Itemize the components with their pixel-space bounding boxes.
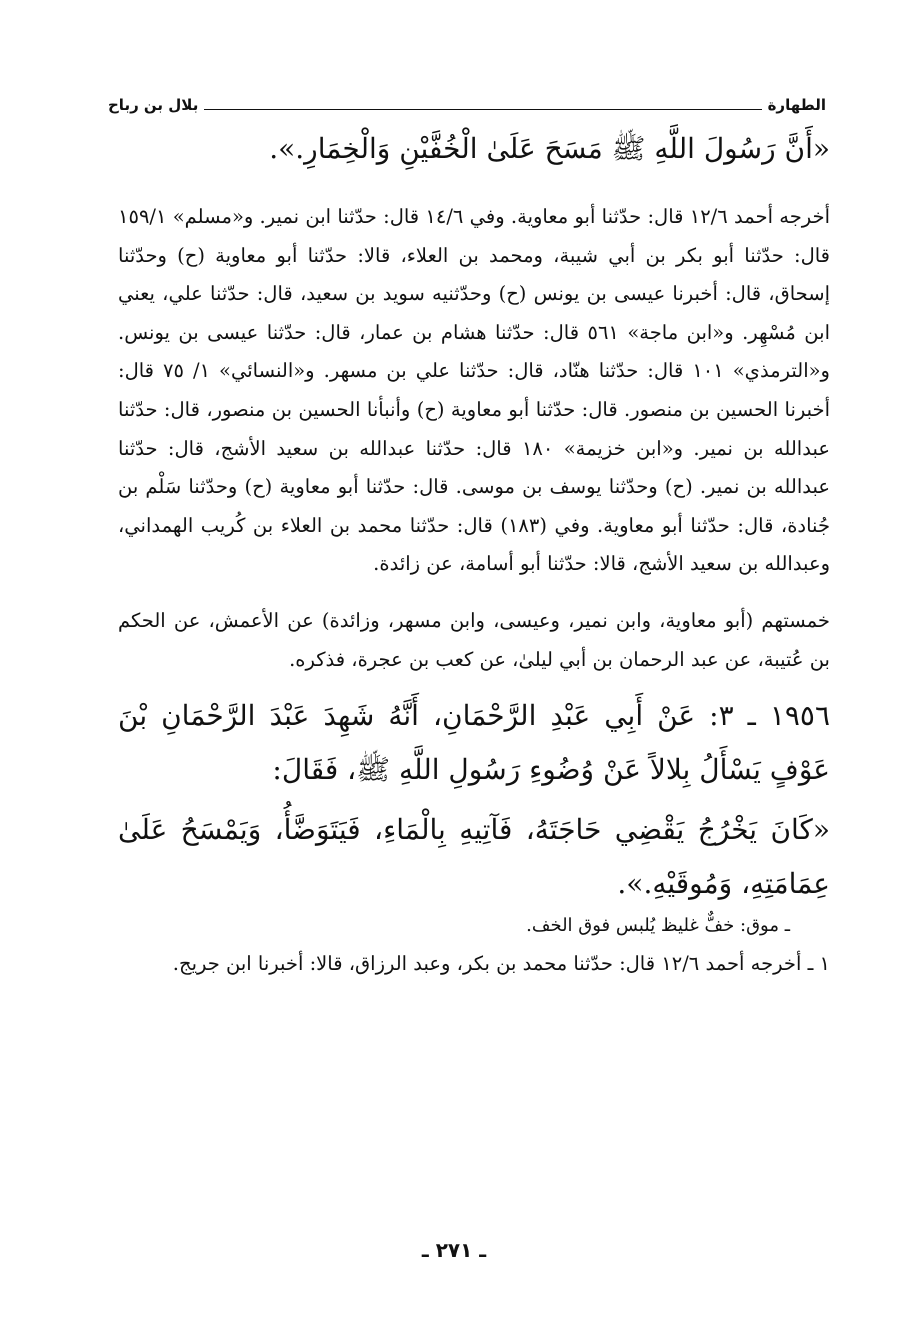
section-title: بلال بن رباح bbox=[108, 96, 199, 114]
hadith-text-top: «أَنَّ رَسُولَ اللَّهِ ﷺ مَسَحَ عَلَىٰ الْخُفَّيْنِ وَالْخِمَارِ.». bbox=[269, 132, 830, 165]
running-header bbox=[108, 92, 826, 118]
hadith-1956-text: «كَانَ يَخْرُجُ يَقْضِي حَاجَتَهُ، فَآتِيهِ بِالْمَاءِ، فَيَتَوَضَّأُ، وَيَمْسَحُ عَلَىٰ عِمَامَتِهِ، وَمُوقَيْهِ.». bbox=[118, 813, 830, 901]
page-number: ـ ٢٧١ ـ bbox=[421, 1238, 487, 1262]
footnote-1: ١ ـ أخرجه أحمد ١٢/٦ قال: حدّثنا محمد بن بكر، وعبد الرزاق، قالا: أخبرنا ابن جريج. bbox=[172, 952, 830, 976]
gloss-note: ـ موق: خفٌّ غليظ يُلبس فوق الخف. bbox=[526, 915, 790, 937]
page-body bbox=[118, 122, 830, 983]
hadith-1956-intro: ١٩٥٦ ـ ٣: عَنْ أَبِي عَبْدِ الرَّحْمَانِ، أَنَّهُ شَهِدَ عَبْدَ الرَّحْمَانِ بْنَ عَوْفٍ يَسْأَلُ بِلالاً عَنْ وُضُوءِ رَسُولِ اللَّهِ ﷺ، فَقَالَ: bbox=[118, 699, 830, 787]
takhrij-paragraph-2: خمستهم (أبو معاوية، وابن نمير، وعيسى، وابن مسهر، وزائدة) عن الأعمش، عن الحكم بن عُتيبة، عن عبد الرحمان بن أبي ليلىٰ، عن كعب بن عجرة، فذكره. bbox=[118, 608, 830, 671]
header-rule bbox=[204, 109, 761, 110]
chapter-title: الطهارة bbox=[767, 96, 826, 114]
takhrij-paragraph-1: أخرجه أحمد ١٢/٦ قال: حدّثنا أبو معاوية. وفي ١٤/٦ قال: حدّثنا ابن نمير. و«مسلم» ١٥٩/١ قال: حدّثنا أبو بكر بن أبي شيبة، ومحمد بن العلاء، قالا: حدّثنا أبو معاوية (ح) وحدّثنا إسحاق، قال: أخبرنا عيسى بن يونس (ح) وحدّثنيه سويد بن سعيد، قال: حدّثنا علي، يعني ابن مُسْهِر. و«ابن ماجة» ٥٦١ قال: حدّثنا هشام بن عمار، قال: حدّثنا عيسى بن يونس. و«الترمذي» ١٠١ قال: حدّثنا هنّاد، قال: حدّثنا علي بن مسهر. و«النسائي» ١/ ٧٥ قال: أخبرنا الحسين بن منصور. قال: حدّثنا أبو معاوية (ح) وأنبأنا الحسين بن منصور، قال: حدّثنا عبدالله بن نمير. و«ابن خزيمة» ١٨٠ قال: حدّثنا عبدالله بن سعيد الأشج، قال: حدّثنا عبدالله بن نمير. (ح) وحدّثنا يوسف بن موسى. قال: حدّثنا أبو معاوية (ح) وحدّثنا سَلْم بن جُنادة، قال: حدّثنا أبو معاوية. وفي (١٨٣) قال: حدّثنا محمد بن العلاء بن كُريب الهمداني، وعبدالله بن سعيد الأشج، قالا: حدّثنا أبو أسامة، عن زائدة. bbox=[118, 205, 831, 576]
